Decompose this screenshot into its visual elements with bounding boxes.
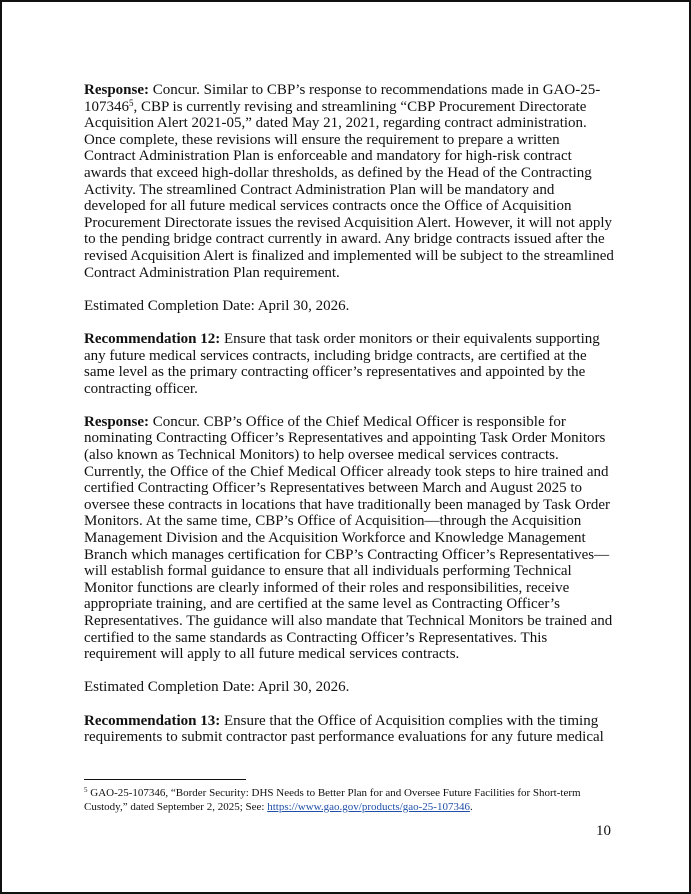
response-paragraph-11 [84,82,614,281]
paragraph-text: , CBP is currently revising and streamlining “CBP Procurement Directorate Acquisition Alert 2021-05,” dated May 21, 2021, regarding contract administration. Once complete, these revisions will ensure the requirement to prepare a written Contract Administration Plan is enforceable and mandatory for high-risk contract awards that exceed high-dollar thresholds, as defined by the Head of the Contracting Activity. The streamlined Contract Administration Plan will be mandatory and developed for all future medical services contracts once the Office of Acquisition Procurement Directorate issues the revised Acquisition Alert. However, it will not apply to the pending bridge contract currently in award. Any bridge contracts issued after the revised Acquisition Alert is finalized and implemented will be subject to the streamlined Contract Administration Plan requirement. [84,98,614,281]
recommendation-label: Recommendation 12: [84,330,221,347]
footnote-reference[interactable]: 5 [129,97,134,108]
estimated-completion-date: Estimated Completion Date: April 30, 2026. [84,679,350,696]
paragraph-text: Ensure that task order monitors or their equivalents supporting any future medical services contracts, including bridge contracts, are certified at the same level as the primary contracting officer’s representatives and appointed by the contracting officer. [84,330,600,397]
footnote-separator [84,779,246,780]
page-number: 10 [596,823,611,839]
footnote [84,787,614,814]
recommendation-label: Recommendation 13: [84,712,221,729]
response-label: Response: [84,82,150,98]
recommendation-13 [84,713,614,746]
footnote-text: GAO-25-107346, “Border Security: DHS Needs to Better Plan for and Oversee Future Facilities for Short-term Custody,” dated September 2, 2025; See: [84,787,581,813]
response-label: Response: [84,413,150,430]
response-paragraph-12 [84,414,614,663]
document-body [84,82,614,762]
paragraph-text: Concur. CBP’s Office of the Chief Medical Officer is responsible for nominating Contracting Officer’s Representatives and appointing Task Order Monitors (also known as Technical Monitors) to help oversee medical services contracts. Currently, the Office of the Chief Medical Officer already took steps to hire trained and certified Contracting Officer’s Representatives between March and August 2025 to oversee these contracts in locations that have traditionally been managed by Task Order Monitors. At the same time, CBP’s Office of Acquisition—through the Acquisition Management Division and the Acquisition Workforce and Knowledge Management Branch which manages certification for CBP’s Contracting Officer’s Representatives—will establish formal guidance to ensure that all individuals performing Technical Monitor functions are clearly informed of their roles and responsibilities, receive appropriate training, and are certified at the same level as Contracting Officer’s Representatives. The guidance will also mandate that Technical Monitors be trained and certified to the same standards as Contracting Officer’s Representatives. This requirement will apply to all future medical services contracts. [84,413,613,663]
recommendation-12 [84,331,614,397]
paragraph-text: Concur. Similar to CBP’s response to recommendations made in GAO-25-107346 [84,82,601,115]
footnote-trailing: . [469,800,473,813]
paragraph-text: Ensure that the Office of Acquisition complies with the timing requirements to submit contractor past performance evaluations for any future medical [84,712,604,746]
estimated-completion-date: Estimated Completion Date: April 30, 2026. [84,297,350,314]
footnote-marker: 5 [84,786,88,794]
footnote-link[interactable]: https://www.gao.gov/products/gao-25-107346 [267,800,470,813]
